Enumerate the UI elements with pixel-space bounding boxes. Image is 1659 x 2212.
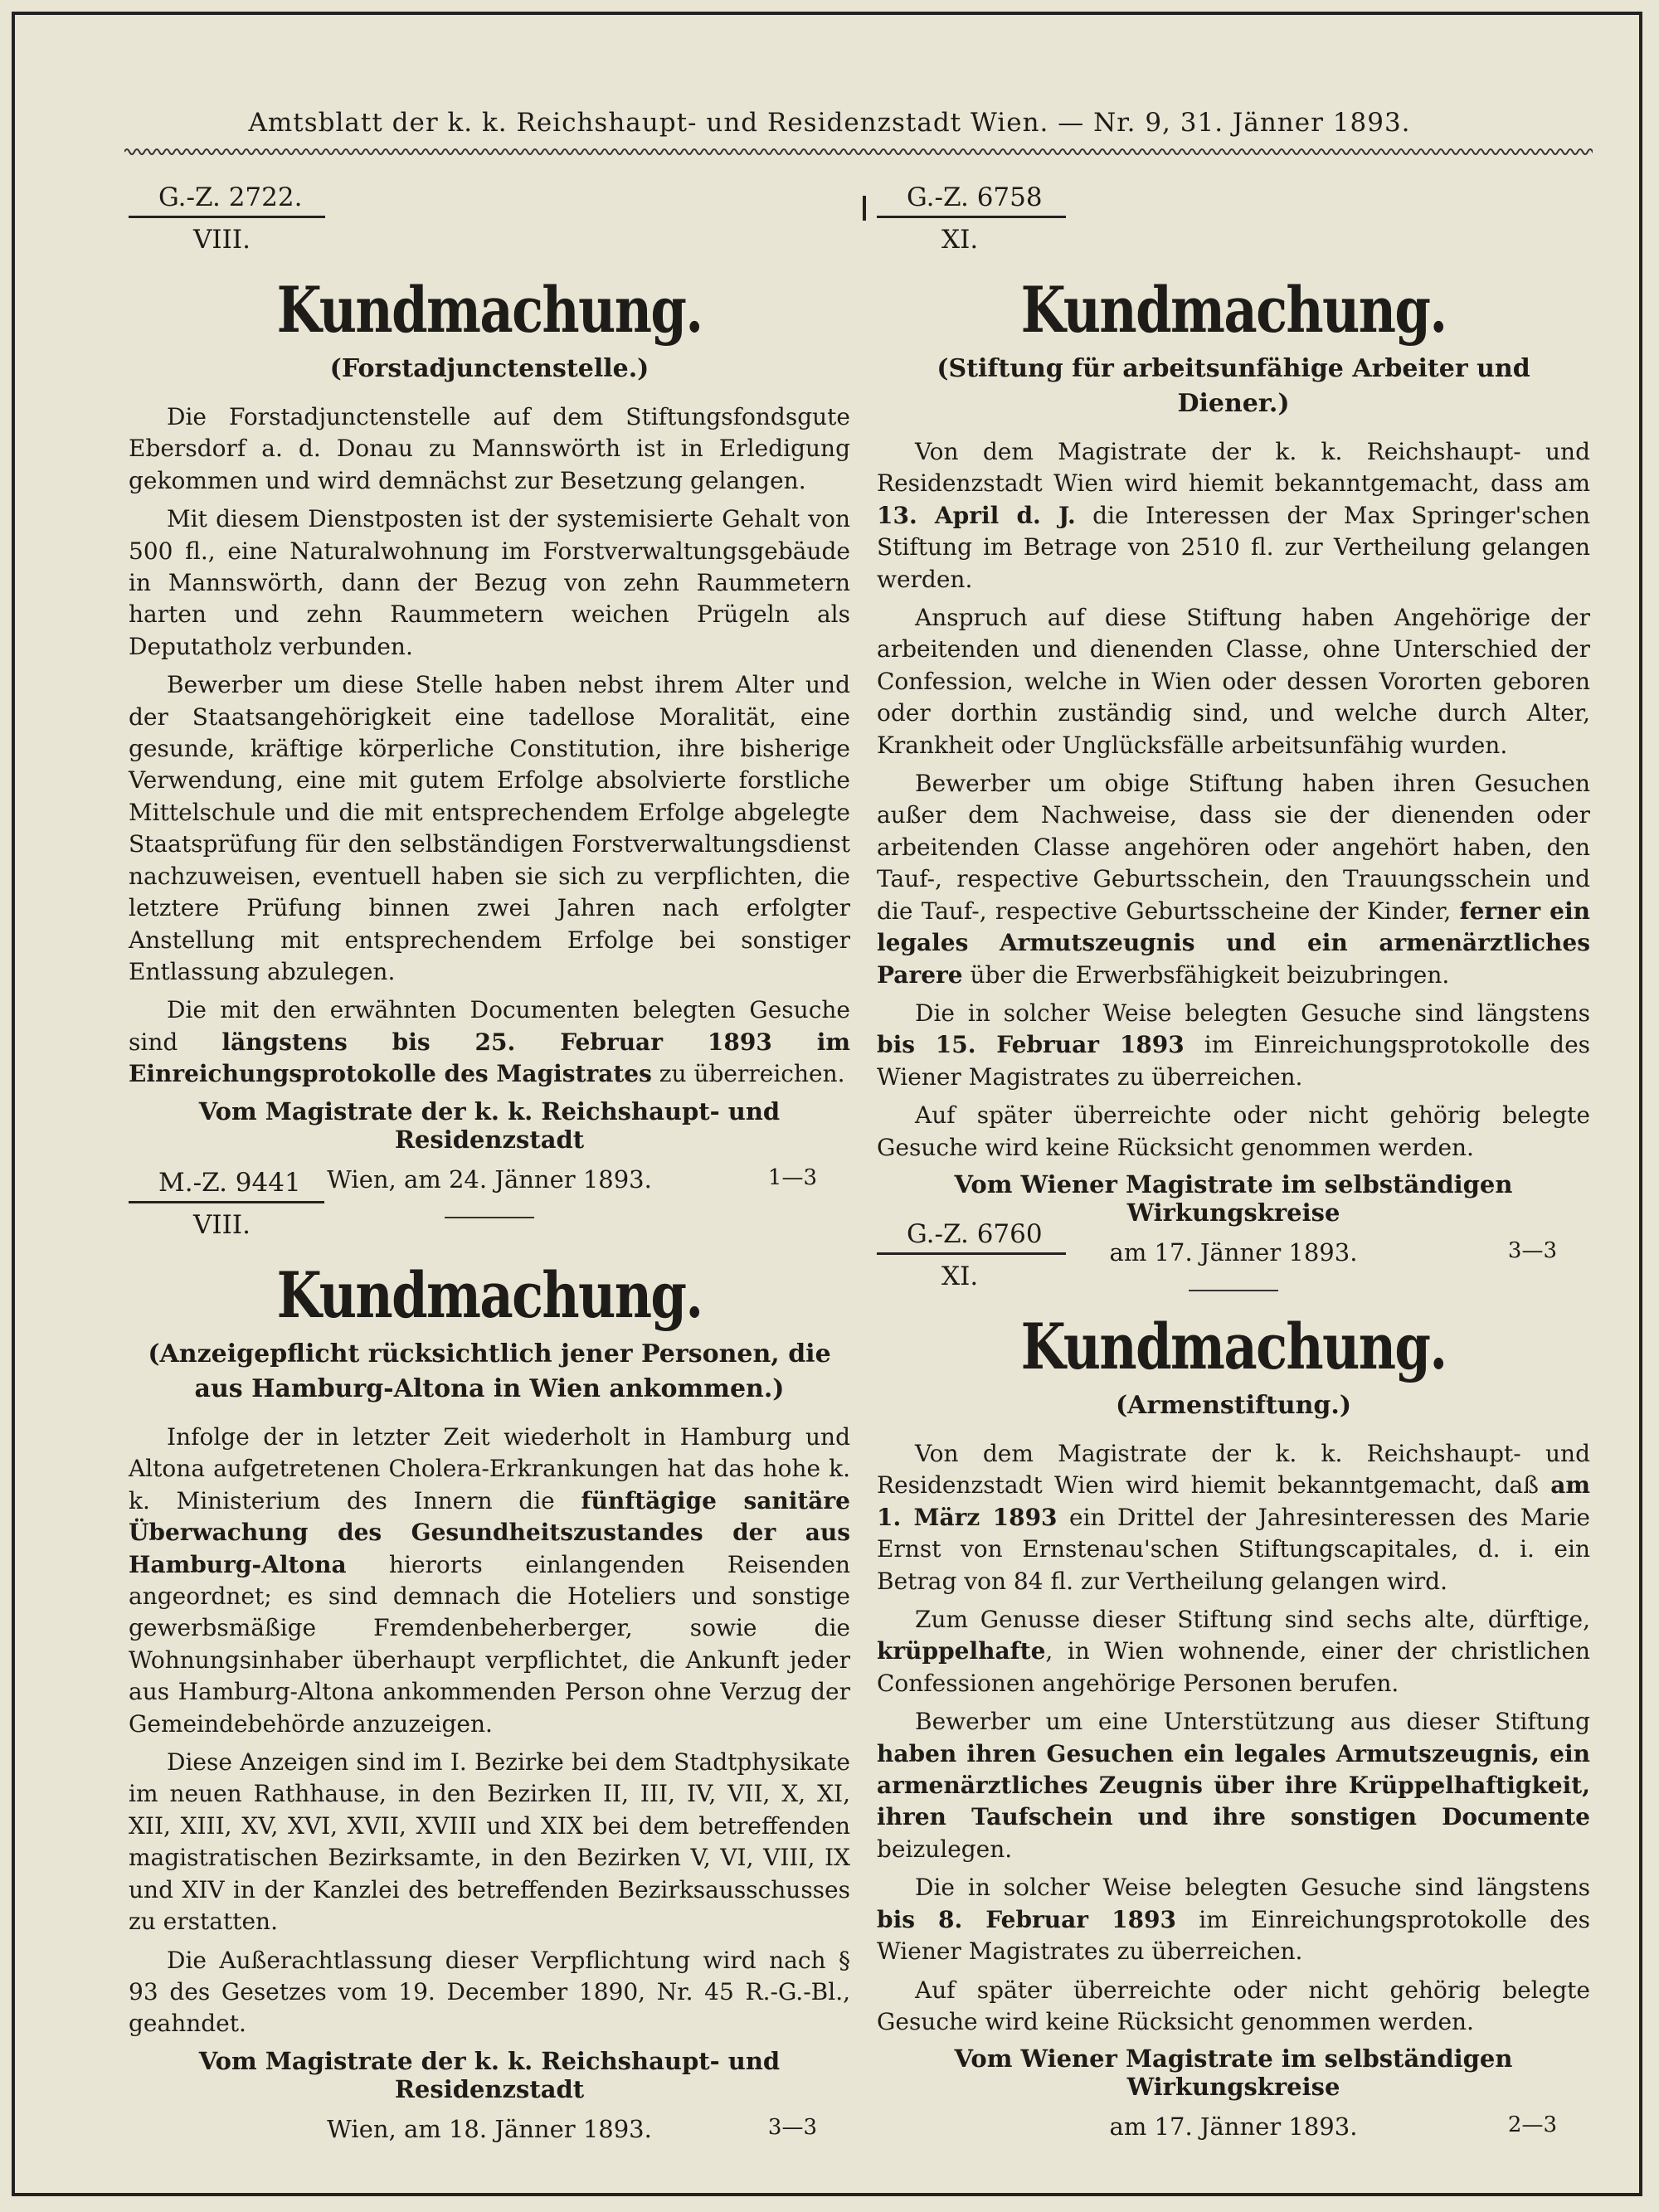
paragraph: [877, 1706, 1590, 1865]
paragraph: Auf später überreichte oder nicht gehörig belegte Gesuche wird keine Rücksicht genommen werden.: [877, 1976, 1590, 2035]
notice-armenstiftung: [877, 1219, 1590, 2141]
text: , in Wien wohnende, einer der christlichen Confessionen angehörige Personen berufen.: [877, 1637, 1590, 1697]
notice-arbeiter-stiftung: [877, 182, 1590, 1291]
notice-subheading: (Armenstiftung.): [1115, 1391, 1352, 1420]
text: Zum Genusse dieser Stiftung sind sechs alte, dürftige,: [915, 1606, 1590, 1634]
text: Infolge der in letzter Zeit wiederholt in Hamburg und Altona aufgetretenen Cholera-Erkrankungen hat das hohe k. k. Ministerium des Innern die: [129, 1423, 850, 1514]
reference-number: G.-Z. 6758: [877, 182, 1066, 218]
section-number: XI.: [941, 1262, 979, 1291]
notice-forstadjunctenstelle: [129, 182, 850, 1218]
text: Die in solcher Weise belegten Gesuche sind längstens: [915, 1874, 1590, 1902]
text: hierorts einlangenden Reisenden angeordnet; es sind demnach die Hoteliers und sonstige gewerbsmäßige Fremdenbeherberger, sowie die Wohnungsinhaber überhaupt verpflichtet, die Ankunft jeder aus Hamburg-Altona ankommenden Person ohne Verzug der Gemeindebehörde anzuzeigen.: [129, 1550, 850, 1738]
notice-heading: Kundmachung.: [1020, 1310, 1447, 1383]
signature-line: Vom Wiener Magistrate im selbständigen Wirkungskreise: [954, 1169, 1513, 1227]
signature-line: Vom Magistrate der k. k. Reichshaupt- und Residenzstadt: [198, 1096, 781, 1154]
paragraph: [877, 1872, 1590, 1967]
emphasis: bis 15. Februar 1893: [877, 1031, 1185, 1059]
signature-line: Vom Magistrate der k. k. Reichshaupt- und Residenzstadt: [198, 2046, 781, 2103]
text: Bewerber um eine Unterstützung aus dieser Stiftung: [915, 1708, 1590, 1736]
section-number: VIII.: [193, 1210, 251, 1240]
text: im Einreichungsprotokolle des Wiener Magistrates zu überreichen.: [877, 1905, 1590, 1966]
section-number: VIII.: [193, 225, 251, 255]
emphasis: bis 8. Februar 1893: [877, 1905, 1177, 1933]
paragraph: Anspruch auf diese Stiftung haben Angehörige der arbeitenden und dienenden Classe, ohne Unterschied der Confession, welche in Wien oder dessen Vororten geboren oder dorthin zuständig sind, und welche durch Alter, Krankheit oder Unglücksfälle arbeitsunfähig wurden.: [877, 604, 1590, 759]
paragraph: [129, 1422, 850, 1740]
paragraph: Diese Anzeigen sind im I. Bezirke bei dem Stadtphysikate im neuen Rathhause, in den Bezirken II, III, IV, VII, X, XI, XII, XIII, XV, XVI, XVII, XVIII und XIX bei dem betreffenden magistratischen Bezirksamte, in den Bezirken V, VI, VIII, IX und XIV in der Kanzlei des betreffenden Bezirksausschusses zu erstatten.: [129, 1748, 850, 1936]
text: beizulegen.: [877, 1835, 1013, 1863]
emphasis: ferner ein legales Armutszeugnis und ein armenärztliches Parere: [877, 897, 1590, 989]
text: Die in solcher Weise belegten Gesuche sind längstens: [915, 999, 1590, 1027]
paragraph: Mit diesem Dienstposten ist der systemisierte Gehalt von 500 fl., eine Naturalwohnung im Forstverwaltungsgebäude in Mannswörth, dann der Bezug von zehn Raummetern harten und zehn Raummetern weichen Prügeln als Deputatholz verbunden.: [129, 505, 850, 660]
sequence-number: 3—3: [1507, 1237, 1557, 1263]
text: ein Drittel der Jahresinteressen des Marie Ernst von Ernstenau'schen Stiftungscapitales, d. i. ein Betrag von 84 fl. zur Vertheilung gelangen wird.: [877, 1503, 1590, 1595]
paragraph: [877, 1438, 1590, 1597]
text: Bewerber um obige Stiftung haben ihren Gesuchen außer dem Nachweise, dass sie der dienenden oder arbeitenden Classe angehören oder angehört haben, den Tauf-, respective Geburtsschein, den Trauungsschein und die Tauf-, respective Geburtsscheine der Kinder,: [877, 770, 1590, 925]
emphasis: 13. April d. J.: [877, 501, 1076, 529]
wavy-rule: [124, 146, 1593, 158]
sequence-number: 3—3: [767, 2114, 817, 2140]
date: am 17. Jänner 1893.: [1109, 2112, 1358, 2142]
date-line: [877, 2112, 1590, 2141]
date: Wien, am 18. Jänner 1893.: [327, 2114, 652, 2143]
paragraph: Auf später überreichte oder nicht gehörig belegte Gesuche wird keine Rücksicht genommen werden.: [877, 1101, 1590, 1161]
emphasis: haben ihren Gesuchen ein legales Armutszeugnis, ein armenärztliches Zeugnis über ihre Krüppelhaftigkeit, ihren Taufschein und ihre sonstigen Documente: [877, 1739, 1590, 1831]
text: Die mit den erwähnten Documenten belegten Gesuche sind: [129, 996, 850, 1056]
emphasis: fünftägige sanitäre Überwachung des Gesundheitszustandes der aus Hamburg-Altona: [129, 1486, 850, 1578]
notice-anzeigepflicht: [129, 1168, 850, 2143]
notice-heading: Kundmachung.: [1020, 273, 1447, 347]
section-number: XI.: [941, 225, 979, 255]
text: über die Erwerbsfähigkeit beizubringen.: [962, 960, 1450, 989]
notice-subheading: (Anzeigepflicht rücksichtlich jener Personen, die aus Hamburg-Altona in Wien ankommen.): [148, 1339, 831, 1403]
paragraph: Die Außerachtlassung dieser Verpflichtung wird nach § 93 des Gesetzes vom 19. December 1890, Nr. 45 R.-G.-Bl., geahndet.: [129, 1946, 850, 2038]
sequence-number: 2—3: [1507, 2112, 1557, 2138]
notice-subheading: (Stiftung für arbeitsunfähige Arbeiter und Diener.): [937, 354, 1530, 418]
paragraph: [877, 998, 1590, 1093]
reference-number: G.-Z. 2722.: [129, 182, 325, 218]
paragraph: [877, 436, 1590, 596]
notice-subheading: (Forstadjunctenstelle.): [329, 354, 649, 383]
notice-heading: Kundmachung.: [276, 1258, 703, 1332]
text: Von dem Magistrate der k. k. Reichshaupt- und Residenzstadt Wien wird hiemit bekanntgemacht, daß: [877, 1440, 1590, 1500]
paragraph: [877, 1604, 1590, 1699]
text: im Einreichungsprotokolle des Wiener Magistrates zu überreichen.: [877, 1031, 1591, 1091]
sequence-number: 1—3: [767, 1164, 817, 1190]
emphasis: am 1. März 1893: [877, 1471, 1590, 1531]
text: die Interessen der Max Springer'schen Stiftung im Betrage von 2510 fl. zur Vertheilung gelangen werden.: [877, 501, 1590, 593]
reference-number: G.-Z. 6760: [877, 1219, 1066, 1255]
text: zu überreichen.: [651, 1060, 845, 1088]
signature-line: Vom Wiener Magistrate im selbständigen Wirkungskreise: [954, 2044, 1513, 2102]
column-divider: [863, 196, 866, 221]
reference-number: M.-Z. 9441: [129, 1168, 324, 1203]
emphasis: krüppelhafte: [877, 1637, 1046, 1665]
date-line: [129, 2115, 850, 2143]
paragraph: [877, 768, 1590, 991]
text: Von dem Magistrate der k. k. Reichshaupt- und Residenzstadt Wien wird hiemit bekanntgemacht, dass am: [877, 438, 1590, 498]
notice-heading: Kundmachung.: [276, 273, 703, 347]
page-header: Amtsblatt der k. k. Reichshaupt- und Residenzstadt Wien. — Nr. 9, 31. Jänner 1893.: [248, 108, 1411, 138]
date: Wien, am 24. Jänner 1893.: [327, 1164, 652, 1194]
paragraph: Die Forstadjunctenstelle auf dem Stiftungsfondsgute Ebersdorf a. d. Donau zu Mannswörth ist in Erledigung gekommen und wird demnächst zur Besetzung gelangen.: [129, 403, 850, 494]
date: am 17. Jänner 1893.: [1109, 1237, 1358, 1266]
emphasis: längstens bis 25. Februar 1893 im Einreichungsprotokolle des Magistrates: [129, 1028, 851, 1088]
paragraph: [129, 994, 850, 1090]
paragraph: Bewerber um diese Stelle haben nebst ihrem Alter und der Staatsangehörigkeit eine tadellose Moralität, eine gesunde, kräftige körperliche Constitution, ihre bisherige Verwendung, eine mit gutem Erfolge absolvierte forstliche Mittelschule und die mit entsprechendem Erfolge abgelegte Staatsprüfung für den selbständigen Forstverwaltungsdienst nachzuweisen, eventuell haben sie sich zu verpflichten, die letztere Prüfung binnen zwei Jahren nach erfolgter Anstellung mit entsprechendem Erfolge bei sonstiger Entlassung abzulegen.: [129, 671, 850, 985]
